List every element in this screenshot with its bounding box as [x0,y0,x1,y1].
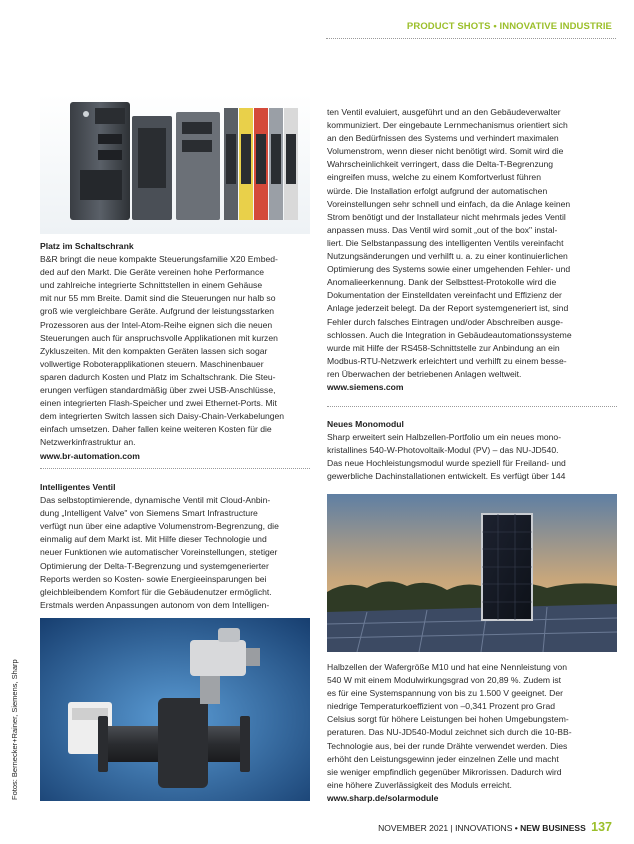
text-line: anpassen muss. Das Ventil wird somit „out of the box" instal- [327,224,558,235]
subsection-label: INNOVATIVE INDUSTRIE [499,21,612,32]
sharp-link[interactable]: www.sharp.de/solarmodule [327,792,439,803]
text-line: ded auf den Markt. Die Geräte vereinen hohe Performance [40,267,265,278]
magazine-name: INNOVATIONS [455,823,513,833]
article-heading: Platz im Schaltschrank [40,241,134,251]
text-line: Modbus-RTU-Netzwerk erleichtert und verhilft zu einem besse- [327,355,567,366]
br-automation-link[interactable]: www.br-automation.com [40,450,140,461]
article-heading: Neues Monomodul [327,419,404,429]
plc-controller-photo [40,94,310,234]
article-sharp-continued [327,661,619,805]
text-line: vollwertige Roboterapplikationen steuern. Maschinenbauer [40,358,264,369]
text-line: erhöht den Leistungsgewinn jeder einzelnen Zelle und macht [327,753,559,764]
text-line: würde. Die Installation erfolgt aufgrund der automatischen [327,185,548,196]
text-line: ren Überwachen der betriebenen Anlagen weltweit. [327,368,522,379]
text-line: Strom benötigt und der Installateur nicht mehrmals jedes Ventil [327,211,566,222]
text-line: liert. Die Selbstanpassung des intelligenten Ventils vereinfacht [327,237,564,248]
text-line: Technologie aus, bei der runde Drähte verwendet werden. Dies [327,740,568,751]
separator-dot: • [493,21,497,32]
text-line: Optimierung der Delta-T-Begrenzung und systemgenerierter [40,560,269,571]
text-line: niedrige Temperaturkoeffizient von –0,341 Prozent pro Grad [327,701,556,712]
solar-module-photo [327,494,617,652]
text-line: an den Bedürfnissen des Systems und verhindert maximalen [327,133,559,144]
article-br-automation [40,240,320,463]
text-line: Volumenstrom, wenn dieser nicht benötigt wird. Somit wird die [327,146,564,157]
section-label: PRODUCT SHOTS [406,21,491,32]
article-divider [327,406,617,407]
text-line: Erstmals werden Anpassungen autonom von dem Intelligen- [40,599,270,610]
text-line: Das selbstoptimierende, dynamische Ventil mit Cloud-Anbin- [40,495,271,506]
article-divider [40,468,310,469]
text-line: Anomalieerkennung. Dank der Selbsttest-Protokolle wird die [327,277,557,288]
page-footer [378,820,612,834]
siemens-link[interactable]: www.siemens.com [327,381,404,392]
text-line: Celsius sorgt für höhere Leistungen bei hohen Umgebungstem- [327,714,569,725]
text-line: einen integrierten Flash-Speicher und zwei Ethernet-Ports. Mit [40,398,277,409]
footer-bullet: • [514,823,518,833]
text-line: einfach umsetzen. Daher fallen keine weiteren Kosten für die [40,424,272,435]
text-line: Reports werden so Kosten- sowie Energieeinsparungen bei [40,573,267,584]
footer-separator: | [450,823,453,833]
text-line: Zykluszeiten. Mit den kompakten Geräten lassen sich sogar [40,345,268,356]
text-line: sie weniger empfindlich gegenüber Mikrorissen. Dadurch wird [327,766,562,777]
text-line: groß wie vergleichbare Geräte. Aufgrund der leistungsstarken [40,306,275,317]
text-line: Prozessoren aus der Intel-Atom-Reihe eignen sich die neuen [40,319,273,330]
text-line: wurde mit Hilfe der RS458-Schnittstelle zur Anbindung an ein [327,342,560,353]
header-divider [326,38,616,39]
text-line: sparen dadurch Kosten und Platz im Schaltschrank. Die Steu- [40,371,276,382]
photo-credit: Fotos: Bernecker+Rainer, Siemens, Sharp [10,659,19,800]
article-sharp [327,418,619,483]
text-line: Voreinstellungen sehr schnell und einfach, da die Anlage keinen [327,198,571,209]
text-line: Halbzellen der Wafergröße M10 und hat eine Nennleistung von [327,662,567,672]
text-line: gleichbleibendem Komfort für die Gebäudenutzer ermöglicht. [40,586,272,597]
text-line: B&R bringt die neue kompakte Steuerungsfamilie X20 Embed- [40,254,278,265]
article-siemens-continued [327,106,619,394]
text-line: Optimierung des Systems sowie einer umgehenden Fehler- und [327,264,571,275]
text-line: eingreifen muss, welche zu einem Komfortverlust führen [327,172,541,183]
text-line: mit nur 55 mm Breite. Damit sind die Steuerungen nur halb so [40,293,276,304]
text-line: schlossen. Auch die Integration in Gebäudeautomationssysteme [327,329,572,340]
text-line: und zahlreiche integrierte Schnittstellen in einem Gehäuse [40,280,263,291]
text-line: Wahrscheinlichkeit verringert, dass die Delta-T-Begrenzung [327,159,554,170]
text-line: Sharp erweitert sein Halbzellen-Portfolio um ein neues mono- [327,432,562,443]
text-line: Fehler durch falsches Eintragen und/oder Abschreiben ausge- [327,316,563,327]
text-line: Netzwerkinfrastruktur an. [40,437,136,448]
text-line: es für eine Systemspannung von bis zu 1.500 V geeignet. Der [327,688,563,699]
text-line: neuer Funktionen wie automatischer Voreinstellungen, stetiger [40,547,278,558]
text-line: peraturen. Das NU-JD540-Modul zeichnet sich durch die 10-BB- [327,727,572,738]
text-line: dung „Intelligent Valve" von Siemens Smart Infrastructure [40,508,258,519]
intelligent-valve-photo [40,618,310,801]
text-line: ten Ventil evaluiert, ausgeführt und an den Gebäudeverwalter [327,107,561,117]
text-line: erungen verfügen standardmäßig über zwei USB-Anschlüsse, [40,385,276,396]
text-line: Nutzungsänderungen und verhilft u. a. zu einer kontinuierlichen [327,251,568,262]
text-line: Das neue Hochleistungsmodul wurde speziell für Freiland- und [327,458,566,469]
article-siemens [40,481,320,612]
text-line: Steuerungen auch für anspruchsvolle Applikationen mit kurzen [40,332,278,343]
magazine-brand: NEW BUSINESS [520,823,586,833]
section-header [407,21,612,32]
text-line: einmalig auf dem Markt ist. Mit Hilfe dieser Technologie und [40,534,267,545]
article-heading: Intelligentes Ventil [40,482,116,492]
text-line: verfügt nun über eine adaptive Volumenstrom-Begrenzung, die [40,521,279,532]
text-line: Anlage jederzeit belegt. Da der Report systemgeneriert ist, sind [327,303,569,314]
page-number: 137 [591,820,612,834]
text-line: Dokumentation der Einstelldaten vereinfacht und Effizienz der [327,290,562,301]
text-line: kristallines 540-W-Photovoltaik-Modul (PV) – das NU-JD540. [327,445,559,456]
text-line: kommuniziert. Der eingebaute Lernmechanismus orientiert sich [327,120,568,131]
issue-date: NOVEMBER 2021 [378,823,449,833]
text-line: dem integrierten Switch lassen sich Daisy-Chain-Verkabelungen [40,411,285,422]
text-line: gewerbliche Dachinstallationen entwickelt. Es verfügt über 144 [327,471,566,482]
text-line: eine höhere Zuverlässigkeit des Moduls erreicht. [327,779,512,790]
text-line: 540 W mit einem Modulwirkungsgrad von 20,89 %. Zudem ist [327,675,562,686]
